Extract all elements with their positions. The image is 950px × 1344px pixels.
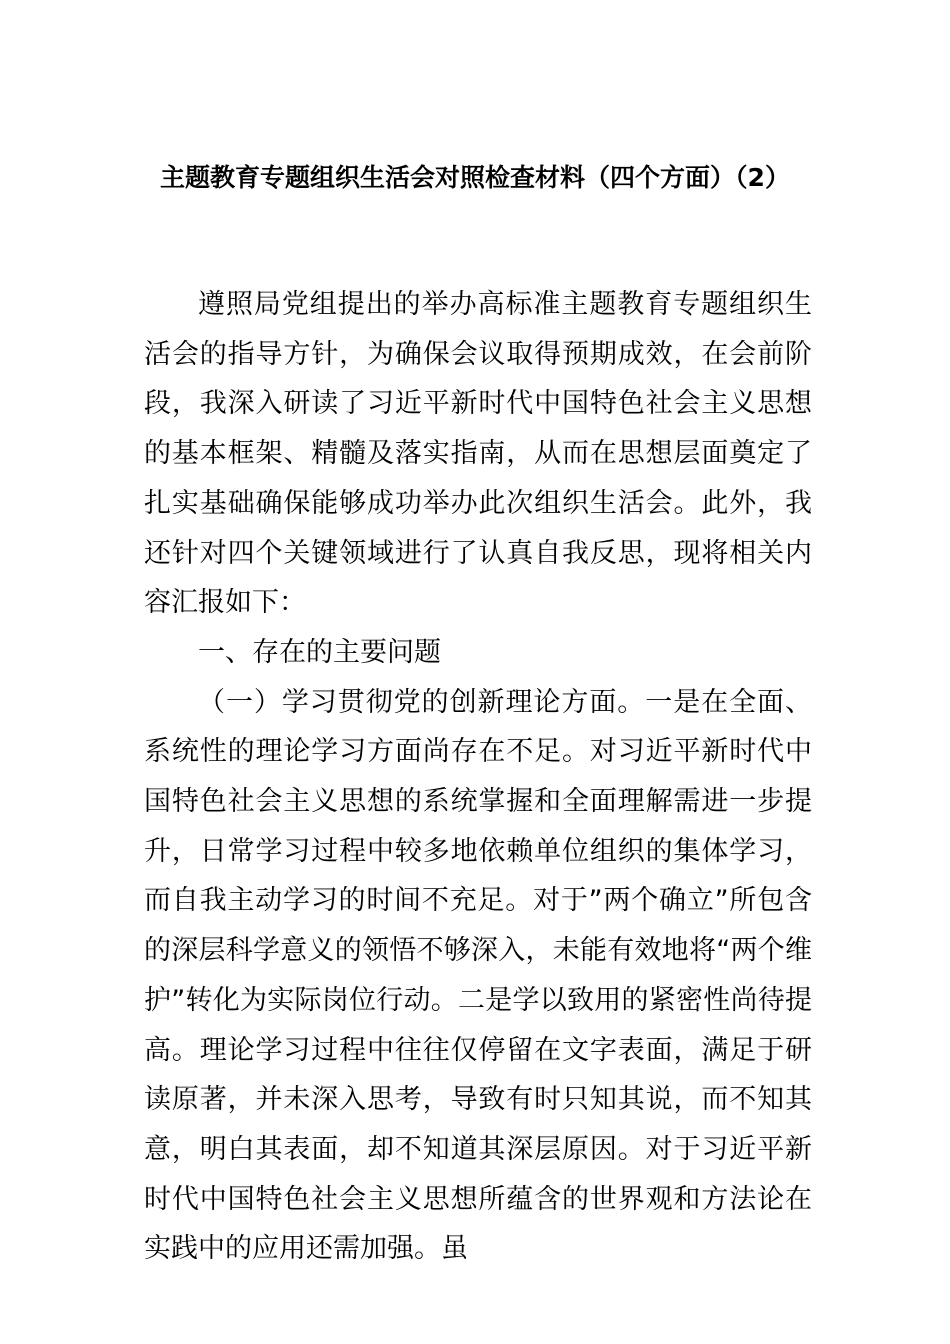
document-title: 主题教育专题组织生活会对照检查材料（四个方面）（2） <box>160 163 790 192</box>
intro-paragraph: 遵照局党组提出的举办高标准主题教育专题组织生活会的指导方针，为确保会议取得预期成效，在会前阶段，我深入研读了习近平新时代中国特色社会主义思想的基本框架、精髓及落实指南，从而在思想层面奠定了扎实基础确保能够成功举办此次组织生活会。此外，我还针对四个关键领域进行了认真自我反思，现将相关内容汇报如下： <box>144 289 812 619</box>
subsection-paragraph: （一）学习贯彻党的创新理论方面。一是在全面、系统性的理论学习方面尚存在不足。对习近平新时代中国特色社会主义思想的系统掌握和全面理解需进一步提升，日常学习过程中较多地依赖单位组织的集体学习，而自我主动学习的时间不充足。对于”两个确立”所包含的深层科学意义的领悟不够深入，未能有效地将“两个维护”转化为实际岗位行动。二是学以致用的紧密性尚待提高。理论学习过程中往往仅停留在文字表面，满足于研读原著，并未深入思考，导致有时只知其说，而不知其意，明白其表面，却不知道其深层原因。对于习近平新时代中国特色社会主义思想所蕴含的世界观和方法论在实践中的应用还需加强。虽 <box>144 686 812 1265</box>
section-heading: 一、存在的主要问题 <box>198 636 441 668</box>
document-body <box>144 280 812 1274</box>
